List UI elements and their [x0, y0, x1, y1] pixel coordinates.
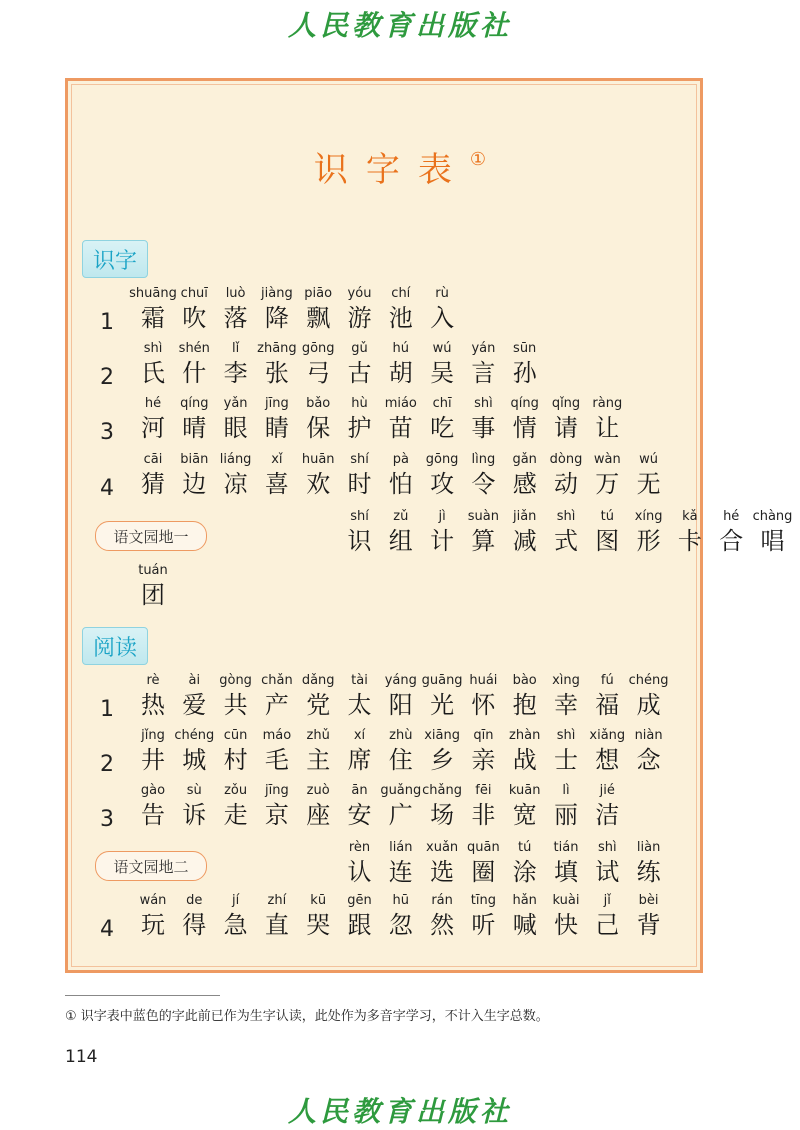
- pinyin: jié: [599, 783, 615, 798]
- hanzi: 席: [347, 746, 372, 774]
- pinyin: bào: [512, 673, 537, 688]
- hanzi: 想: [595, 746, 620, 774]
- hanzi: 圈: [471, 858, 496, 886]
- pinyin: gǎn: [512, 452, 537, 467]
- hanzi: 算: [471, 527, 496, 555]
- pinyin: wú: [639, 452, 659, 467]
- hanzi: 太: [347, 691, 372, 719]
- pinyin: shì: [556, 509, 576, 524]
- hanzi: 卡: [677, 527, 702, 555]
- pinyin: ān: [351, 783, 368, 798]
- hanzi: 产: [264, 691, 289, 719]
- hanzi: 什: [182, 359, 207, 387]
- hanzi: 士: [554, 746, 578, 774]
- character-cell: [627, 673, 671, 721]
- pinyin: xǐ: [271, 452, 283, 467]
- pinyin: qíng: [180, 396, 209, 411]
- hanzi: 听: [471, 911, 496, 939]
- pinyin: huān: [301, 452, 335, 467]
- pinyin: wú: [432, 341, 452, 356]
- pinyin: gēn: [347, 893, 372, 908]
- hanzi: 城: [182, 746, 207, 774]
- pinyin: gào: [140, 783, 166, 798]
- hanzi: 让: [595, 414, 620, 442]
- pinyin: quān: [467, 840, 500, 855]
- pinyin: shì: [474, 396, 493, 411]
- hanzi: 氏: [141, 359, 165, 387]
- hanzi: 入: [430, 304, 455, 332]
- character-cell: [420, 286, 464, 334]
- hanzi: 睛: [264, 414, 289, 442]
- pinyin: xí: [353, 728, 366, 743]
- pinyin: huái: [469, 673, 498, 688]
- character-row: [0, 286, 800, 336]
- hanzi: 忽: [388, 911, 413, 939]
- pinyin: rán: [431, 893, 453, 908]
- pinyin: shí: [350, 452, 369, 467]
- pinyin: chàng: [752, 509, 793, 524]
- hanzi: 池: [388, 304, 413, 332]
- pinyin: gōng: [425, 452, 459, 467]
- pinyin: xíng: [634, 509, 663, 524]
- character-cell: [585, 396, 629, 444]
- hanzi: 背: [636, 911, 661, 939]
- hanzi: 怀: [471, 691, 496, 719]
- row-number: 2: [100, 365, 114, 390]
- hanzi: 欢: [306, 470, 331, 498]
- pinyin: qíng: [510, 396, 539, 411]
- character-row: [0, 509, 800, 559]
- hanzi: 安: [347, 801, 372, 829]
- pinyin: kuài: [552, 893, 580, 908]
- page-title: [0, 142, 800, 191]
- pinyin: cāi: [143, 452, 163, 467]
- hanzi: 京: [264, 801, 289, 829]
- pinyin: lǐ: [231, 341, 240, 356]
- pinyin: de: [186, 893, 203, 908]
- pinyin: bǎo: [306, 396, 331, 411]
- pinyin: rè: [146, 673, 160, 688]
- pinyin: gǔ: [351, 341, 368, 356]
- publisher-footer: 人民教育出版社: [287, 1095, 512, 1128]
- hanzi: 游: [347, 304, 372, 332]
- pinyin: chéng: [628, 673, 669, 688]
- page-number: 114: [65, 1047, 98, 1067]
- pinyin: biān: [180, 452, 209, 467]
- hanzi: 哭: [306, 911, 331, 939]
- pinyin: hé: [144, 396, 162, 411]
- hanzi: 亲: [471, 746, 496, 774]
- hanzi: 乡: [430, 746, 455, 774]
- row-number: 2: [100, 752, 114, 777]
- hanzi: 连: [388, 858, 413, 886]
- hanzi: 飘: [306, 304, 331, 332]
- character-row: [0, 783, 800, 833]
- hanzi: 党: [306, 691, 331, 719]
- hanzi: 成: [636, 691, 661, 719]
- pinyin: chǎn: [261, 673, 293, 688]
- hanzi: 跟: [347, 911, 372, 939]
- character-cell: [627, 893, 671, 941]
- hanzi: 攻: [430, 470, 455, 498]
- character-cell: [627, 840, 671, 888]
- hanzi: 团: [141, 581, 165, 609]
- hanzi: 吹: [182, 304, 207, 332]
- hanzi: 阳: [388, 691, 413, 719]
- hanzi: 场: [430, 801, 455, 829]
- character-cell: [627, 728, 671, 776]
- hanzi: 落: [223, 304, 248, 332]
- pinyin: shí: [350, 509, 369, 524]
- pinyin: hù: [351, 396, 368, 411]
- pinyin: hū: [392, 893, 410, 908]
- pinyin: chí: [391, 286, 411, 301]
- hanzi: 念: [636, 746, 661, 774]
- pinyin: wán: [139, 893, 167, 908]
- hanzi: 胡: [388, 359, 413, 387]
- hanzi: 边: [182, 470, 207, 498]
- hanzi: 河: [141, 414, 165, 442]
- pinyin: luò: [225, 286, 246, 301]
- pinyin: tián: [553, 840, 579, 855]
- section-tag-yuedu: 阅读: [82, 627, 148, 665]
- pinyin: liàn: [636, 840, 661, 855]
- hanzi: 非: [471, 801, 496, 829]
- character-cell: [585, 783, 629, 831]
- pinyin: shén: [178, 341, 210, 356]
- hanzi: 光: [430, 691, 455, 719]
- hanzi: 合: [719, 527, 744, 555]
- pinyin: yán: [471, 341, 496, 356]
- pinyin: guāng: [421, 673, 463, 688]
- hanzi: 毛: [264, 746, 289, 774]
- pinyin: chuī: [180, 286, 208, 301]
- pinyin: xiāng: [424, 728, 460, 743]
- pinyin: xìng: [552, 673, 580, 688]
- pinyin: fēi: [475, 783, 492, 798]
- hanzi: 告: [141, 801, 165, 829]
- pinyin: liáng: [219, 452, 252, 467]
- title-text: 识字表: [313, 150, 470, 190]
- hanzi: 爱: [182, 691, 207, 719]
- pinyin: sūn: [513, 341, 537, 356]
- pinyin: ài: [188, 673, 201, 688]
- pinyin: jì: [438, 509, 446, 524]
- pinyin: tīng: [470, 893, 496, 908]
- hanzi: 村: [223, 746, 248, 774]
- pinyin: miáo: [384, 396, 417, 411]
- character-cell: [131, 563, 175, 611]
- pinyin: tuán: [138, 563, 168, 578]
- pinyin: jīng: [265, 396, 289, 411]
- hanzi: 张: [264, 359, 289, 387]
- pinyin: yáng: [384, 673, 417, 688]
- pinyin: suàn: [467, 509, 499, 524]
- pinyin: chǎng: [422, 783, 463, 798]
- hanzi: 井: [141, 746, 165, 774]
- hanzi: 得: [182, 911, 207, 939]
- character-row: [0, 673, 800, 723]
- character-cell: [503, 341, 547, 389]
- hanzi: 喊: [512, 911, 537, 939]
- character-row: [0, 840, 800, 890]
- hanzi: 主: [306, 746, 331, 774]
- hanzi: 幸: [554, 691, 578, 719]
- pinyin: zhù: [389, 728, 413, 743]
- hanzi: 式: [554, 527, 578, 555]
- hanzi: 保: [306, 414, 331, 442]
- pinyin: sù: [186, 783, 202, 798]
- row-number: 1: [100, 310, 114, 335]
- pinyin: guǎng: [380, 783, 422, 798]
- hanzi: 古: [347, 359, 372, 387]
- hanzi: 直: [264, 911, 289, 939]
- section-tag-shizi: 识字: [82, 240, 148, 278]
- garden-tag-1: 语文园地一: [95, 521, 207, 551]
- pinyin: zhāng: [257, 341, 297, 356]
- hanzi: 形: [636, 527, 661, 555]
- hanzi: 凉: [223, 470, 248, 498]
- hanzi: 战: [512, 746, 537, 774]
- pinyin: zǔ: [393, 509, 409, 524]
- hanzi: 练: [636, 858, 661, 886]
- hanzi: 吃: [430, 414, 455, 442]
- pinyin: lì: [562, 783, 570, 798]
- pinyin: chéng: [174, 728, 215, 743]
- hanzi: 吴: [430, 359, 455, 387]
- pinyin: xiǎng: [589, 728, 626, 743]
- pinyin: gōng: [301, 341, 335, 356]
- hanzi: 无: [636, 470, 661, 498]
- hanzi: 急: [223, 911, 248, 939]
- pinyin: cūn: [223, 728, 248, 743]
- pinyin: qǐng: [551, 396, 581, 411]
- hanzi: 猜: [141, 470, 165, 498]
- pinyin: niàn: [634, 728, 663, 743]
- hanzi: 座: [306, 801, 331, 829]
- character-row: [0, 893, 800, 943]
- pinyin: bèi: [638, 893, 659, 908]
- pinyin: jǐng: [141, 728, 165, 743]
- hanzi: 玩: [141, 911, 165, 939]
- hanzi: 认: [347, 858, 372, 886]
- pinyin: zhàn: [509, 728, 541, 743]
- row-number: 1: [100, 697, 114, 722]
- hanzi: 丽: [554, 801, 578, 829]
- pinyin: shì: [143, 341, 163, 356]
- row-number: 4: [100, 476, 114, 501]
- hanzi: 填: [554, 858, 578, 886]
- hanzi: 李: [223, 359, 248, 387]
- footnote: ① 识字表中蓝色的字此前已作为生字认读，此处作为多音字学习，不计入生字总数。: [65, 1009, 549, 1024]
- hanzi: 住: [388, 746, 413, 774]
- hanzi: 情: [512, 414, 537, 442]
- pinyin: lián: [389, 840, 413, 855]
- pinyin: tài: [351, 673, 368, 688]
- pinyin: shuāng: [129, 286, 177, 301]
- hanzi: 晴: [182, 414, 207, 442]
- pinyin: tú: [600, 509, 614, 524]
- hanzi: 眼: [223, 414, 248, 442]
- hanzi: 霜: [141, 304, 165, 332]
- pinyin: wàn: [593, 452, 621, 467]
- hanzi: 护: [347, 414, 372, 442]
- pinyin: hé: [723, 509, 740, 524]
- pinyin: rèn: [348, 840, 371, 855]
- pinyin: jǐ: [603, 893, 611, 908]
- pinyin: qīn: [473, 728, 494, 743]
- hanzi: 减: [512, 527, 537, 555]
- hanzi: 抱: [512, 691, 537, 719]
- pinyin: jiǎn: [512, 509, 537, 524]
- hanzi: 洁: [595, 801, 620, 829]
- row-number: 3: [100, 807, 114, 832]
- hanzi: 时: [347, 470, 372, 498]
- footnote-rule: [65, 995, 220, 996]
- pinyin: lìng: [471, 452, 496, 467]
- pinyin: chī: [432, 396, 452, 411]
- hanzi: 走: [223, 801, 248, 829]
- pinyin: zhǔ: [306, 728, 330, 743]
- hanzi: 快: [554, 911, 578, 939]
- row-number: 3: [100, 420, 114, 445]
- hanzi: 弓: [306, 359, 331, 387]
- pinyin: shì: [556, 728, 576, 743]
- pinyin: hǎn: [512, 893, 537, 908]
- hanzi: 事: [471, 414, 496, 442]
- pinyin: jīng: [265, 783, 289, 798]
- hanzi: 言: [471, 359, 496, 387]
- pinyin: zǒu: [224, 783, 248, 798]
- pinyin: gòng: [219, 673, 252, 688]
- hanzi: 孙: [512, 359, 537, 387]
- hanzi: 图: [595, 527, 620, 555]
- pinyin: zuò: [306, 783, 330, 798]
- pinyin: kuān: [508, 783, 541, 798]
- hanzi: 诉: [182, 801, 207, 829]
- character-row: [0, 341, 800, 391]
- hanzi: 喜: [264, 470, 289, 498]
- hanzi: 唱: [760, 527, 785, 555]
- pinyin: yǎn: [223, 396, 248, 411]
- hanzi: 令: [471, 470, 496, 498]
- hanzi: 然: [430, 911, 455, 939]
- row-number: 4: [100, 917, 114, 942]
- pinyin: shì: [597, 840, 617, 855]
- pinyin: máo: [262, 728, 292, 743]
- pinyin: rù: [435, 286, 449, 301]
- hanzi: 选: [430, 858, 455, 886]
- pinyin: yóu: [347, 286, 372, 301]
- hanzi: 识: [347, 527, 372, 555]
- hanzi: 怕: [388, 470, 413, 498]
- pinyin: hú: [392, 341, 410, 356]
- hanzi: 宽: [512, 801, 537, 829]
- pinyin: kǎ: [682, 509, 698, 524]
- hanzi: 试: [595, 858, 620, 886]
- character-cell: [627, 452, 671, 500]
- pinyin: piāo: [304, 286, 333, 301]
- hanzi: 降: [264, 304, 289, 332]
- pinyin: xuǎn: [426, 840, 459, 855]
- hanzi: 福: [595, 691, 620, 719]
- pinyin: kū: [310, 893, 327, 908]
- character-row: [0, 396, 800, 446]
- pinyin: pà: [392, 452, 409, 467]
- character-row: [0, 452, 800, 502]
- publisher-header: 人民教育出版社: [287, 9, 512, 42]
- hanzi: 组: [388, 527, 413, 555]
- hanzi: 热: [141, 691, 165, 719]
- hanzi: 动: [554, 470, 578, 498]
- title-footnote-mark: ①: [469, 148, 487, 170]
- pinyin: jí: [231, 893, 240, 908]
- pinyin: ràng: [592, 396, 623, 411]
- hanzi: 涂: [512, 858, 537, 886]
- pinyin: fú: [600, 673, 614, 688]
- pinyin: zhí: [267, 893, 287, 908]
- pinyin: dòng: [549, 452, 583, 467]
- hanzi: 广: [388, 801, 413, 829]
- hanzi: 计: [430, 527, 455, 555]
- hanzi: 万: [595, 470, 620, 498]
- character-row: [0, 728, 800, 778]
- hanzi: 共: [223, 691, 248, 719]
- pinyin: jiàng: [261, 286, 293, 301]
- character-row: [0, 563, 800, 613]
- hanzi: 己: [595, 911, 620, 939]
- pinyin: tú: [518, 840, 532, 855]
- garden-tag-2: 语文园地二: [95, 851, 207, 881]
- pinyin: dǎng: [301, 673, 335, 688]
- hanzi: 感: [512, 470, 537, 498]
- character-cell: [751, 509, 795, 557]
- hanzi: 苗: [388, 414, 413, 442]
- hanzi: 请: [554, 414, 578, 442]
